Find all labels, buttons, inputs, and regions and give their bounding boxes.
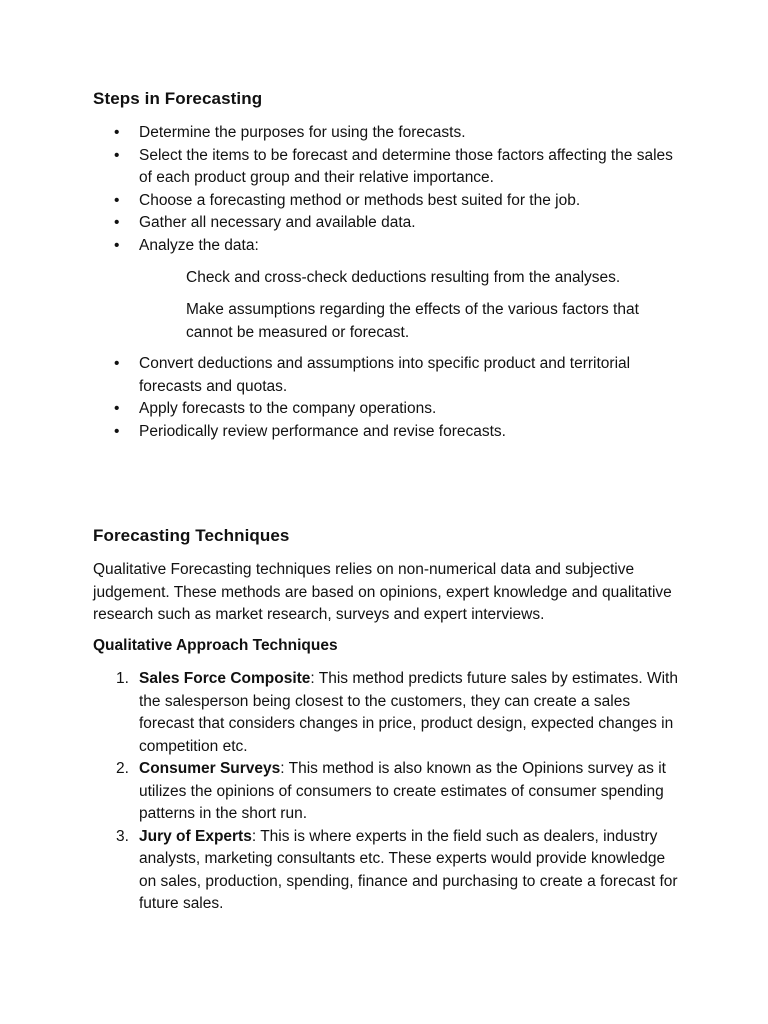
bullet-icon: • [114,124,120,141]
sub-paragraph-assumptions: Make assumptions regarding the effects of the various factors that cannot be measured or forecast. [186,301,639,341]
techniques-list [0,668,700,916]
bullet-icon: • [114,236,120,254]
techniques-intro: Qualitative Forecasting techniques relies on non-numerical data and subjective judgement. These methods are based on opinions, expert knowledge and qualitative research such as market research, surveys and expert interviews. [93,561,672,623]
sub-paragraph-check: Check and cross-check deductions resulting from the analyses. [186,269,621,286]
list-number: 2. [116,760,129,777]
bullet-icon: • [114,214,120,231]
bullet-icon: • [114,422,120,440]
list-number: 1. [116,670,129,687]
list-item: • Analyze the data: [0,235,684,258]
steps-list-a [0,122,700,257]
list-item: 2. Consumer Surveys: This method is also known as the Opinions survey as it utilizes the opinions of consumers to create estimates of consumer spending patterns in the short run. [116,760,666,822]
list-item: • Determine the purposes for using the forecasts. [0,122,684,145]
list-item: 3. Jury of Experts: This is where experts in the field such as dealers, industry analysts, marketing consultants etc. These experts would provide knowledge on sales, production, spending, finance and purchasing to create a forecast for future sales. [116,827,678,912]
list-item: • Periodically review performance and revise forecasts. [0,421,684,444]
techniques-heading: Forecasting Techniques [93,526,290,545]
list-number: 3. [116,827,129,845]
list-item: • Gather all necessary and available data. [0,212,684,235]
bullet-icon: • [114,355,120,372]
qualitative-subheading: Qualitative Approach Techniques [93,637,338,654]
list-item: • Select the items to be forecast and determine those factors affecting the sales of each product group and their relative importance. [114,146,673,186]
bullet-icon: • [114,191,120,209]
list-item: • Convert deductions and assumptions into specific product and territorial forecasts and quotas. [114,355,631,395]
bullet-icon: • [114,400,120,417]
bullet-icon: • [114,146,120,164]
list-item: 1. Sales Force Composite: This method predicts future sales by estimates. With the salesperson being closest to the customers, they can create a sales forecast that considers changes in price, product design, expected changes in competition etc. [116,670,678,755]
term-consumer-surveys: Consumer Surveys [139,760,281,777]
term-sales-force-composite: Sales Force Composite [139,670,311,687]
steps-list-b [0,353,700,443]
list-item: • Choose a forecasting method or methods best suited for the job. [0,190,684,213]
steps-heading: Steps in Forecasting [93,89,263,108]
list-item: • Apply forecasts to the company operations. [0,398,684,421]
term-jury-of-experts: Jury of Experts [139,827,252,845]
